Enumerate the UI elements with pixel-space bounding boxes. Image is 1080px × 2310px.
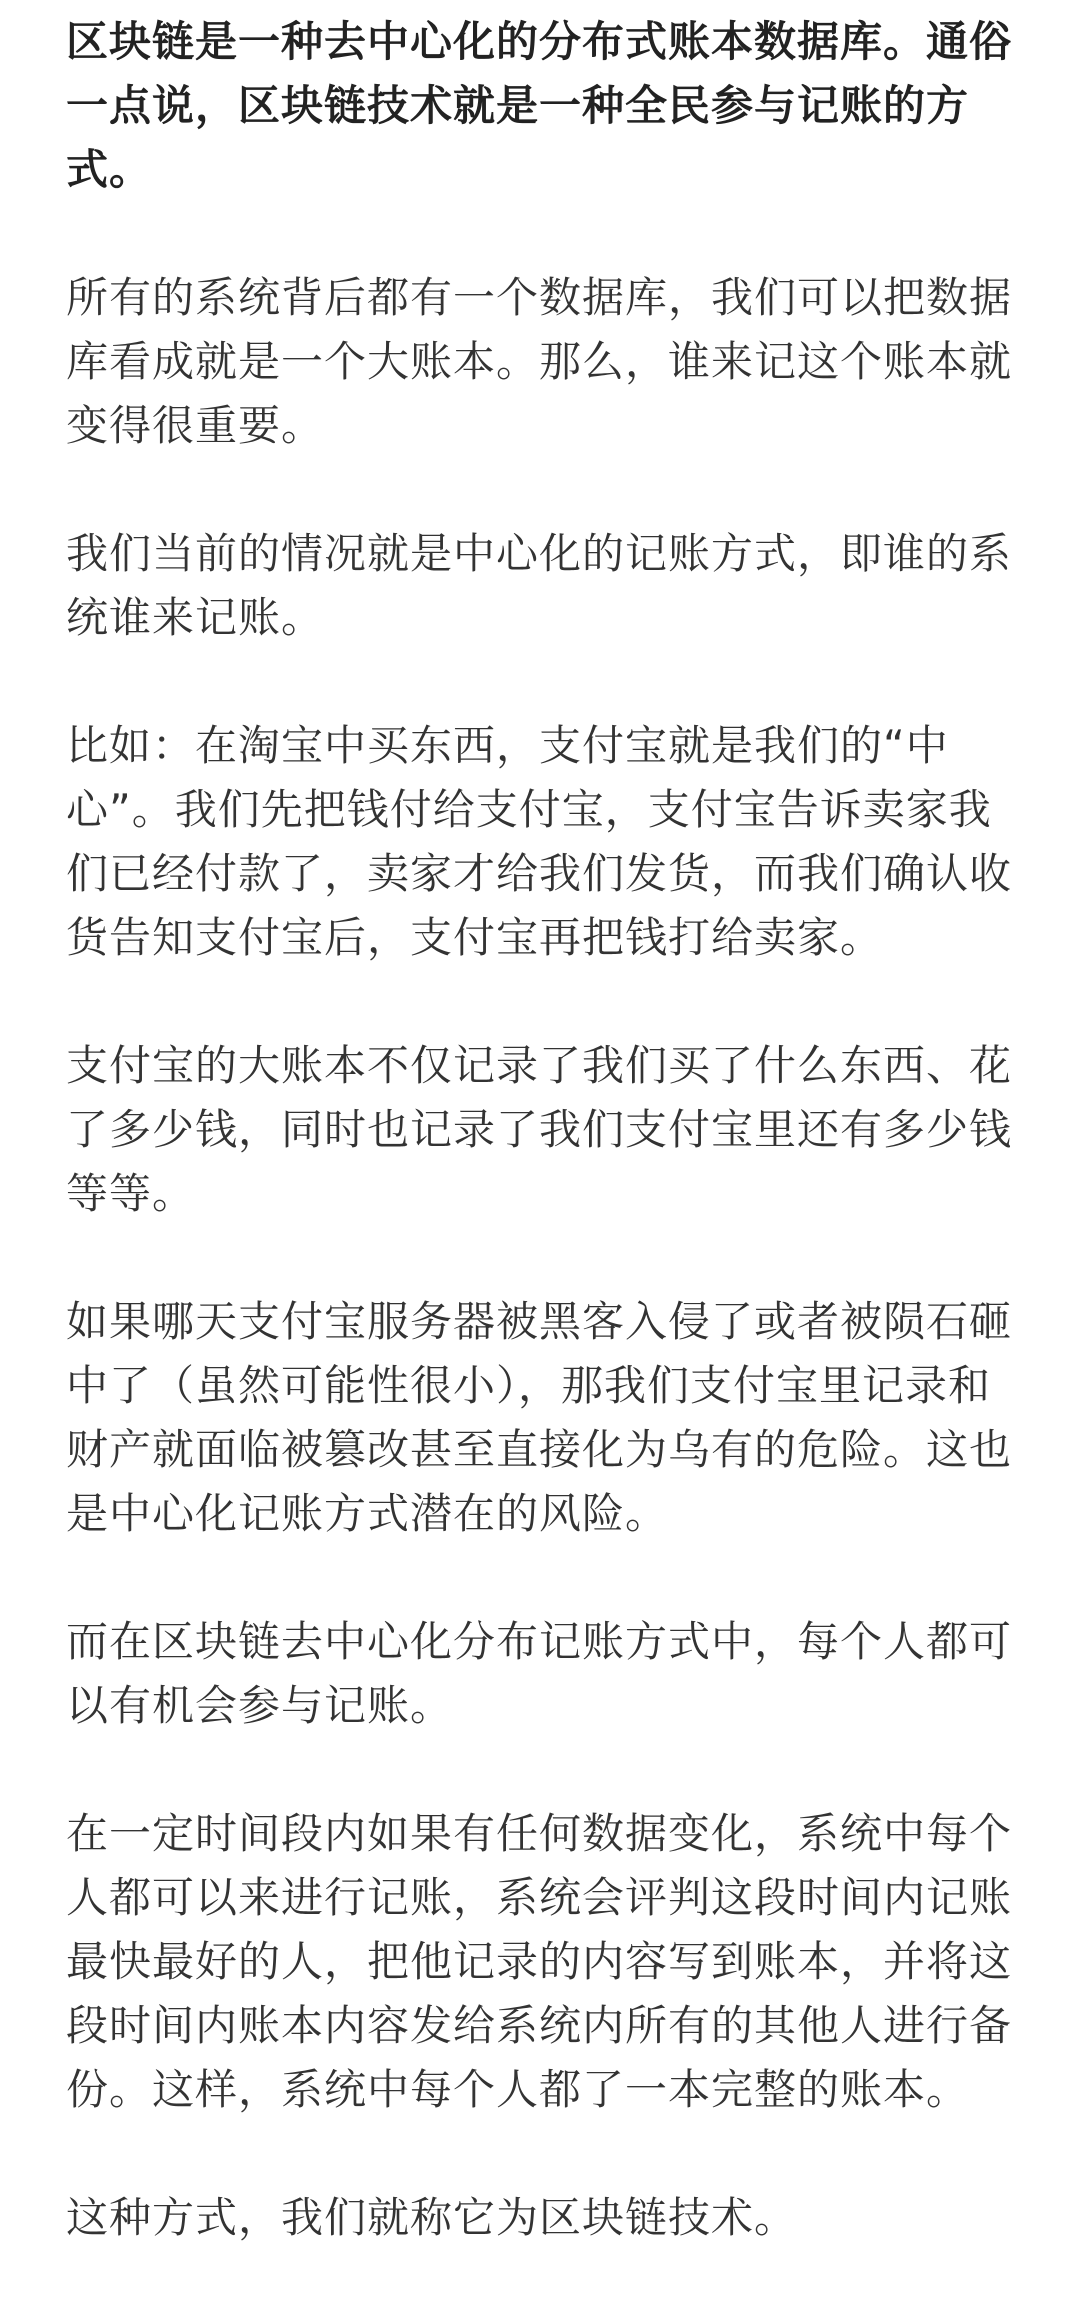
paragraph-process: 在一定时间段内如果有任何数据变化，系统中每个人都可以来进行记账，系统会评判这段时间内记账最快最好的人，把他记录的内容写到账本，并将这段时间内账本内容发给系统内所有的其他人进行备份。这样，系统中每个人都了一本完整的账本。 <box>66 1809 1013 2114</box>
article-body <box>66 10 1016 2250</box>
paragraph-centralized: 我们当前的情况就是中心化的记账方式，即谁的系统谁来记账。 <box>66 529 1013 642</box>
paragraph-ledger: 支付宝的大账本不仅记录了我们买了什么东西、花了多少钱，同时也记录了我们支付宝里还有多少钱等等。 <box>66 1041 1013 1218</box>
paragraph-risk: 如果哪天支付宝服务器被黑客入侵了或者被陨石砸中了（虽然可能性很小），那我们支付宝里记录和财产就面临被篡改甚至直接化为乌有的危险。这也是中心化记账方式潜在的风险。 <box>66 1297 1013 1538</box>
paragraph-decentralized: 而在区块链去中心化分布记账方式中，每个人都可以有机会参与记账。 <box>66 1617 1013 1730</box>
intro-paragraph: 区块链是一种去中心化的分布式账本数据库。通俗一点说，区块链技术就是一种全民参与记账的方式。 <box>66 17 1013 194</box>
paragraph-conclusion: 这种方式，我们就称它为区块链技术。 <box>66 2193 798 2242</box>
paragraph-example: 比如：在淘宝中买东西，支付宝就是我们的“中心”。我们先把钱付给支付宝，支付宝告诉卖家我们已经付款了，卖家才给我们发货，而我们确认收货告知支付宝后，支付宝再把钱打给卖家。 <box>66 721 1013 962</box>
paragraph-database: 所有的系统背后都有一个数据库，我们可以把数据库看成就是一个大账本。那么，谁来记这个账本就变得很重要。 <box>66 273 1013 450</box>
